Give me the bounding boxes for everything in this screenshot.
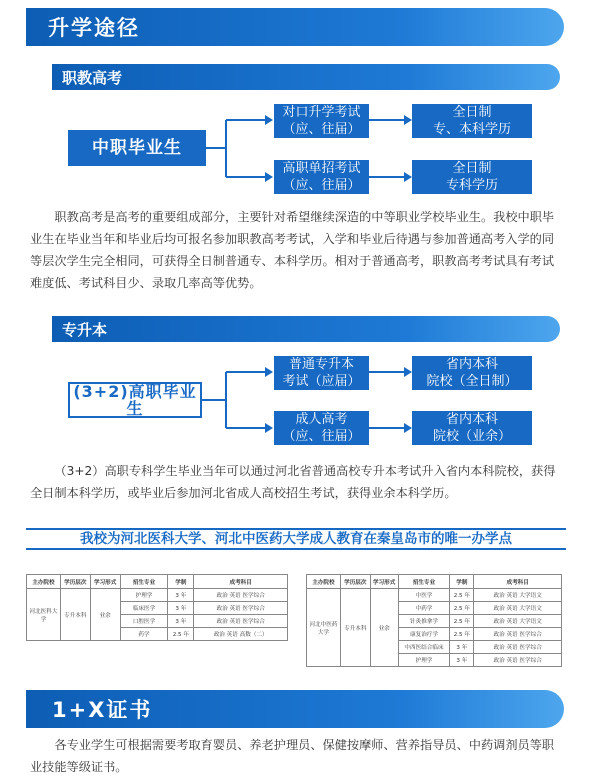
node-line: 省内本科	[445, 412, 498, 427]
subjects-cell: 政治 英语 医学综合	[194, 615, 288, 628]
node-line: 全日制	[452, 161, 492, 176]
node-line: 省内本科	[445, 357, 498, 372]
header-cell: 成考科目	[194, 575, 288, 589]
table-hebei-medical	[26, 574, 288, 641]
years-cell: 2.5 年	[168, 628, 194, 641]
subjects-cell: 政治 英语 大学语文	[474, 602, 562, 615]
node-result-bachelor	[412, 104, 532, 138]
level-cell: 专升本科	[340, 589, 370, 667]
header-cell: 学制	[450, 575, 474, 589]
subjects-cell: 政治 英语 医学综合	[474, 628, 562, 641]
paragraph-upgrade: （3+2）高职专科学生毕业当年可以通过河北省普通高校专升本考试升入省内本科院校，获得全日制本科学历，或毕业后参加河北省成人高校招生考试，获得业余本科学历。	[30, 464, 556, 500]
node-result-fulltime-bachelor	[412, 356, 532, 390]
years-cell: 2.5 年	[450, 589, 474, 602]
years-cell: 2.5 年	[450, 628, 474, 641]
header-cell: 学制	[168, 575, 194, 589]
node-line: 考试（应届）	[282, 374, 361, 389]
years-cell: 2.5 年	[450, 602, 474, 615]
header-cell: 主办院校	[307, 575, 341, 589]
node-result-parttime-bachelor	[412, 411, 532, 445]
node-route-regular-upgrade	[274, 356, 369, 390]
header-cell: 学历层次	[60, 575, 90, 589]
header-cell: 学历层次	[340, 575, 370, 589]
header-cell: 招生专业	[398, 575, 450, 589]
node-line: 成人高考	[295, 412, 348, 427]
node-secondary-graduate: 中职毕业生	[68, 130, 206, 166]
node-line: 对口升学考试	[282, 105, 361, 120]
form-cell: 业余	[370, 589, 398, 667]
header-cell: 学习形式	[90, 575, 120, 589]
header-cell: 招生专业	[120, 575, 168, 589]
table-header-row	[307, 575, 562, 589]
banner-adult-education: 我校为河北医科大学、河北中医药大学成人教育在秦皇岛市的唯一办学点	[26, 528, 566, 550]
years-cell: 3 年	[450, 654, 474, 667]
years-cell: 3 年	[168, 602, 194, 615]
node-vocational-college-graduate: (3+2)高职毕业生	[68, 382, 202, 418]
subjects-cell: 政治 英语 高数（二）	[194, 628, 288, 641]
header-cell: 学习形式	[370, 575, 398, 589]
years-cell: 2.5 年	[450, 615, 474, 628]
node-line: 专科学历	[445, 178, 498, 193]
node-line: （应、往届）	[282, 178, 361, 193]
major-cell: 临床医学	[120, 602, 168, 615]
node-route-single-exam	[274, 160, 369, 194]
paragraph-vocational-exam: 职教高考是高考的重要组成部分，主要针对希望继续深造的中等职业学校毕业生。我校中职毕业生在毕业当年和毕业后均可报名参加职教高考考试，入学和毕业后待遇与参加普通高考入学的同等层次学生完全相同，可获得全日制普通专、本科学历。相对于普通高考，职教高考考试具有考试难度低、考试科目少、录取几率高等优势。	[30, 210, 555, 290]
major-cell: 护理学	[120, 589, 168, 602]
subjects-cell: 政治 英语 医学综合	[474, 654, 562, 667]
subsection-title-upgrade: 专升本	[52, 316, 560, 342]
node-line: （应、往届）	[282, 122, 361, 137]
section-title-pathways: 升学途径	[26, 8, 564, 46]
node-line: 全日制	[452, 105, 492, 120]
header-cell: 主办院校	[27, 575, 61, 589]
school-cell: 河北医科大学	[27, 589, 61, 641]
header-cell: 成考科目	[474, 575, 562, 589]
subsection-title-vocational-exam: 职教高考	[52, 64, 560, 90]
table-header-row	[27, 575, 288, 589]
years-cell: 3 年	[450, 641, 474, 654]
major-cell: 针灸推拿学	[398, 615, 450, 628]
table-row	[27, 589, 288, 602]
level-cell: 专升本科	[60, 589, 90, 641]
major-cell: 口腔医学	[120, 615, 168, 628]
subjects-cell: 政治 英语 医学综合	[194, 589, 288, 602]
major-cell: 中西医结合临床	[398, 641, 450, 654]
node-route-adult-exam	[274, 411, 369, 445]
paragraph-certificate: 各专业学生可根据需要考取育婴员、养老护理员、保健按摩师、营养指导员、中药调剂员等职业技能等级证书。	[30, 738, 555, 774]
major-cell: 中医学	[398, 589, 450, 602]
subjects-cell: 政治 英语 大学语文	[474, 615, 562, 628]
node-result-college	[412, 160, 532, 194]
subjects-cell: 政治 英语 大学语文	[474, 589, 562, 602]
major-cell: 康复治疗学	[398, 628, 450, 641]
table-hebei-tcm	[306, 574, 562, 667]
years-cell: 3 年	[168, 615, 194, 628]
major-cell: 护理学	[398, 654, 450, 667]
section-title-certificate: 1+X证书	[26, 690, 564, 728]
node-line: （应、往届）	[282, 429, 361, 444]
node-route-counterpart-exam	[274, 104, 369, 138]
table-row	[307, 589, 562, 602]
school-cell: 河北中医药大学	[307, 589, 341, 667]
node-line: 专、本科学历	[432, 122, 511, 137]
years-cell: 3 年	[168, 589, 194, 602]
form-cell: 业余	[90, 589, 120, 641]
major-cell: 药学	[120, 628, 168, 641]
major-cell: 中药学	[398, 602, 450, 615]
node-line: 院校（全日制）	[426, 374, 518, 389]
node-line: 高职单招考试	[282, 161, 361, 176]
subjects-cell: 政治 英语 医学综合	[194, 602, 288, 615]
node-line: 普通专升本	[288, 357, 354, 372]
node-line: 院校（业余）	[432, 429, 511, 444]
subjects-cell: 政治 英语 医学综合	[474, 641, 562, 654]
